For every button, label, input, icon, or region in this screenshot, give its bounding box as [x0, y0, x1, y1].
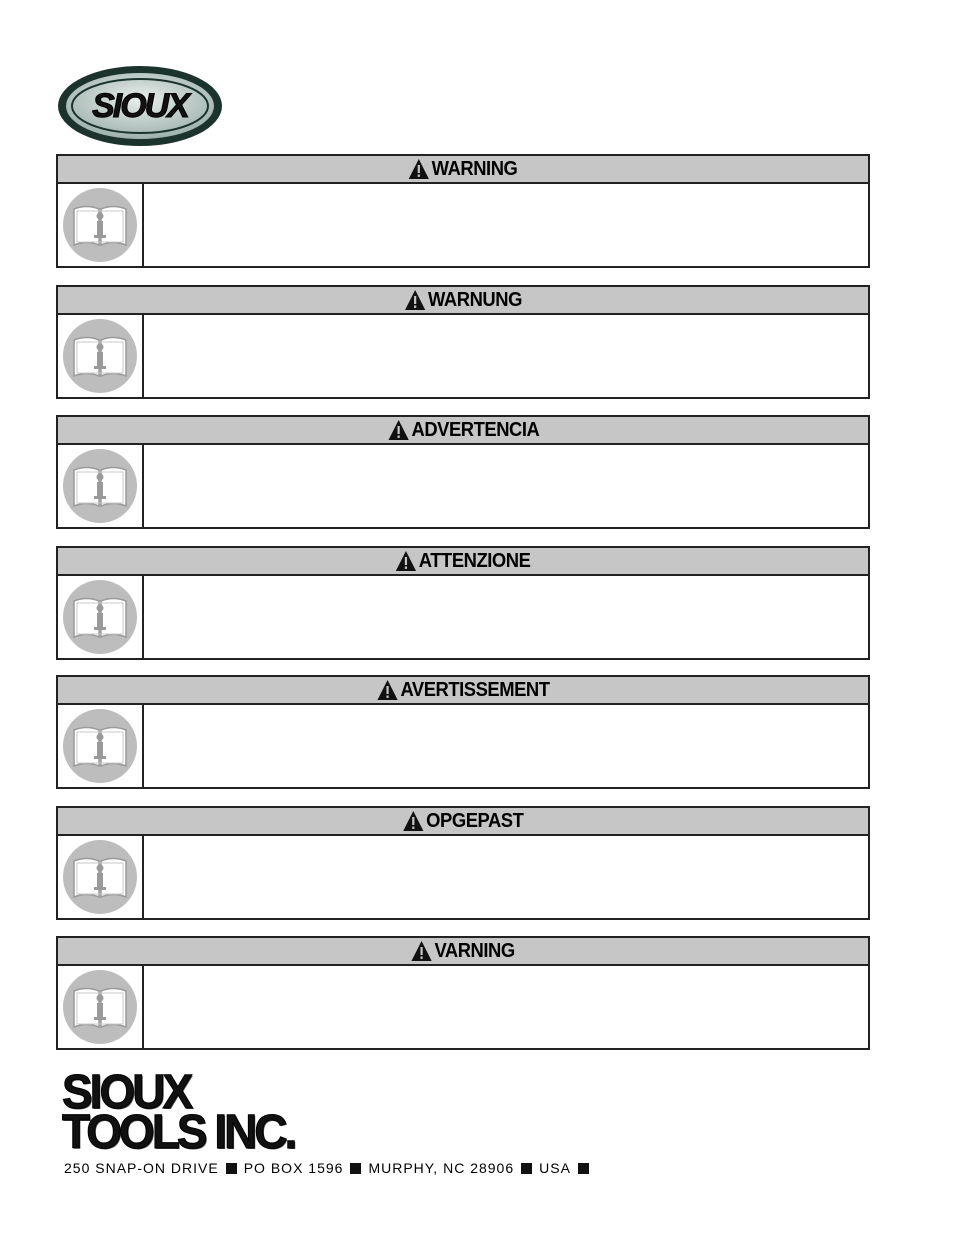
company-name-line2: TOOLS INC. — [62, 1103, 295, 1159]
warning-triangle-icon — [395, 550, 417, 572]
warning-panel-nl — [56, 806, 870, 920]
read-manual-info-icon — [62, 318, 138, 394]
company-address — [64, 1160, 589, 1176]
address-country: USA — [539, 1160, 571, 1176]
panel-title-text: VARNING — [434, 939, 516, 962]
warning-panel-de — [56, 285, 870, 399]
read-manual-info-icon — [62, 448, 138, 524]
sioux-tools-logo — [62, 1063, 295, 1159]
address-street: 250 SNAP-ON DRIVE — [64, 1160, 219, 1176]
panel-title-text: WARNING — [432, 157, 518, 180]
warning-triangle-icon — [376, 679, 398, 701]
panel-body-text — [144, 576, 868, 658]
panel-title-text: WARNUNG — [428, 288, 522, 311]
panel-body-text — [144, 315, 868, 397]
separator-square-icon — [226, 1163, 237, 1174]
panel-header — [58, 938, 868, 966]
panel-title-text: ADVERTENCIA — [411, 418, 539, 441]
separator-square-icon — [350, 1163, 361, 1174]
panel-body-text — [144, 966, 868, 1048]
panel-header — [58, 808, 868, 836]
warning-panel-sv — [56, 936, 870, 1050]
warning-panel-fr — [56, 675, 870, 789]
panel-body-text — [144, 184, 868, 266]
read-manual-info-icon — [62, 708, 138, 784]
warning-triangle-icon — [402, 810, 424, 832]
panel-title-text: ATTENZIONE — [419, 549, 531, 572]
warning-triangle-icon — [404, 289, 426, 311]
warning-triangle-icon — [387, 419, 409, 441]
warning-triangle-icon — [408, 158, 430, 180]
warning-panel-it — [56, 546, 870, 660]
panel-header — [58, 287, 868, 315]
read-manual-info-icon — [62, 969, 138, 1045]
sioux-logo — [56, 62, 224, 148]
separator-square-icon — [521, 1163, 532, 1174]
company-name-line1: SIOUX — [62, 1063, 191, 1119]
panel-header — [58, 677, 868, 705]
panel-header — [58, 548, 868, 576]
read-manual-info-icon — [62, 839, 138, 915]
warning-triangle-icon — [411, 940, 433, 962]
panel-body-text — [144, 705, 868, 787]
panel-header — [58, 156, 868, 184]
address-pobox: PO BOX 1596 — [243, 1160, 344, 1176]
panel-body-text — [144, 445, 868, 527]
panel-title-text: OPGEPAST — [426, 809, 524, 832]
separator-square-icon — [578, 1163, 589, 1174]
read-manual-info-icon — [62, 187, 138, 263]
logo-text: SIOUX — [92, 87, 188, 125]
panel-header — [58, 417, 868, 445]
panel-title-text: AVERTISSEMENT — [400, 678, 550, 701]
address-city: MURPHY, NC 28906 — [368, 1160, 515, 1176]
warning-panel-es — [56, 415, 870, 529]
warning-panel-en — [56, 154, 870, 268]
read-manual-info-icon — [62, 579, 138, 655]
panel-body-text — [144, 836, 868, 918]
